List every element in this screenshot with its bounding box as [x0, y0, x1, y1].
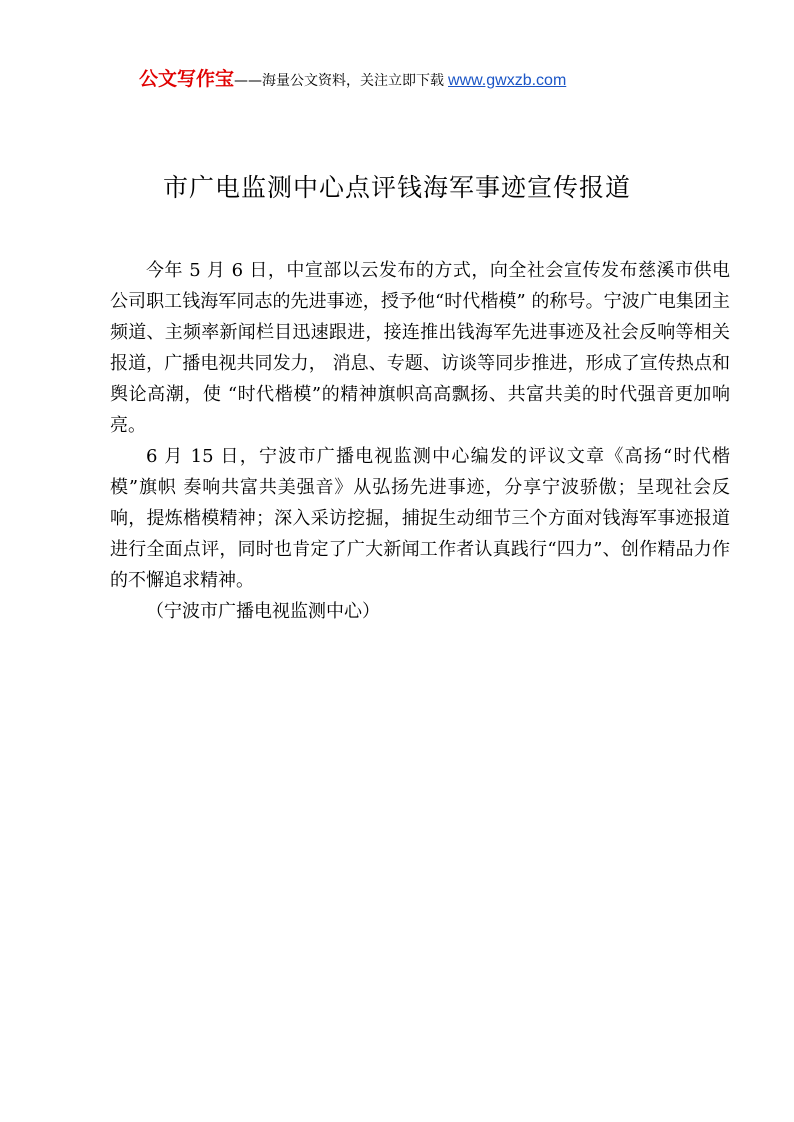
header-slogan: ——海量公文资料，关注立即下载	[234, 73, 445, 89]
article-signature: （宁波市广播电视监测中心）	[146, 601, 380, 622]
page-header	[139, 66, 699, 92]
brand-name: 公文写作宝	[139, 68, 235, 90]
paragraph: 今年 5 月 6 日，中宣部以云发布的方式，向全社会宣传发布慈溪市供电公司职工钱海军同志的先进事迹，授予他“时代楷模” 的称号。宁波广电集团主频道、主频率新闻栏目迅速跟进，接连推出钱海军先进事迹及社会反响等相关报道，广播电视共同发力， 消息、专题、访谈等同步推进，形成了宣传热点和舆论高潮，使 “时代楷模”的精神旗帜高高飘扬、共富共美的时代强音更加响 亮。	[110, 260, 730, 436]
paragraph: 6 月 15 日，宁波市广播电视监测中心编发的评议文章《高扬“时代楷模”旗帜 奏响共富共美强音》从弘扬先进事迹，分享宁波骄傲；呈现社会反响，提炼楷模精神；深入采访挖掘，捕捉生动细节三个方面对钱海军事迹报道进行全面点评，同时也肯定了广大新闻工作者认真践行“四力”、创作精品力作的不懈追求精神。	[110, 446, 730, 591]
website-link[interactable]: www.gwxzb.com	[448, 72, 567, 89]
article-body	[110, 255, 730, 627]
article-title: 市广电监测中心点评钱海军事迹宣传报道	[162, 173, 631, 202]
